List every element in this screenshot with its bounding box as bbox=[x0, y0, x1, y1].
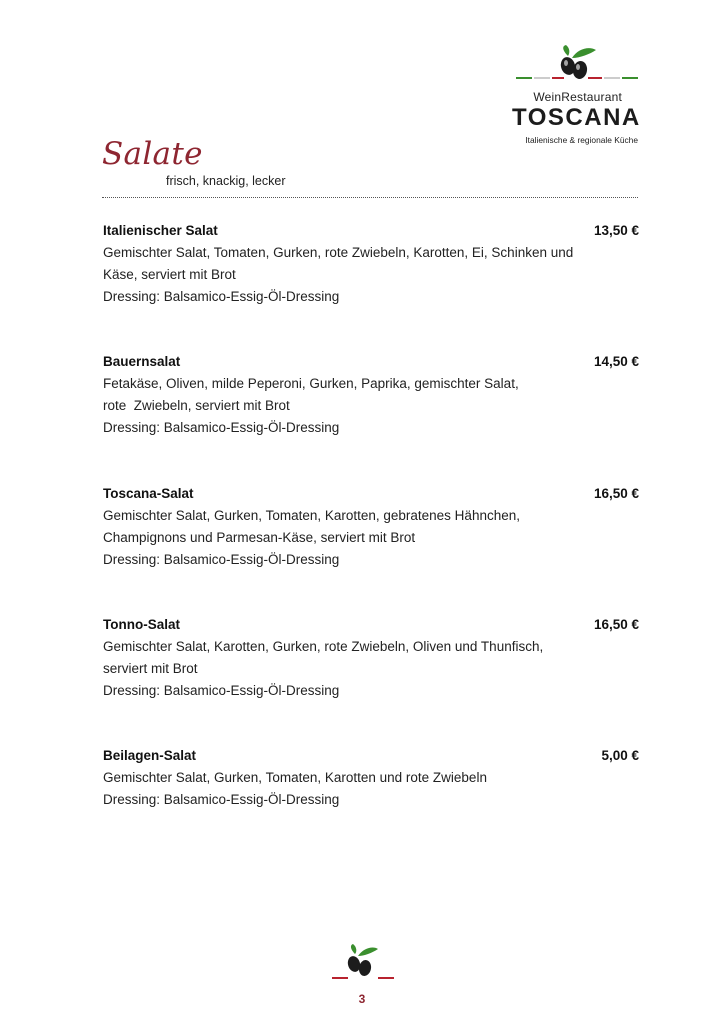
item-description-line: Gemischter Salat, Tomaten, Gurken, rote Zwiebeln, Karotten, Ei, Schinken und bbox=[103, 245, 574, 260]
menu-item bbox=[103, 483, 639, 571]
item-dressing-line: Dressing: Balsamico-Essig-Öl-Dressing bbox=[103, 792, 340, 807]
menu-item bbox=[103, 351, 639, 439]
item-name: Bauernsalat bbox=[103, 354, 181, 369]
item-description-line: Champignons und Parmesan-Käse, serviert mit Brot bbox=[103, 530, 416, 545]
item-price: 16,50 € bbox=[593, 486, 639, 501]
item-name: Toscana-Salat bbox=[103, 486, 194, 501]
restaurant-logo bbox=[512, 44, 642, 154]
dotted-divider bbox=[102, 197, 638, 198]
brand-line1: WeinRestaurant bbox=[533, 90, 622, 104]
item-price: 16,50 € bbox=[593, 617, 639, 632]
item-price: 14,50 € bbox=[593, 354, 639, 369]
section-title: Salate bbox=[102, 136, 203, 172]
menu-item bbox=[103, 614, 639, 702]
item-dressing-line: Dressing: Balsamico-Essig-Öl-Dressing bbox=[103, 289, 340, 304]
item-description-line: rote Zwiebeln, serviert mit Brot bbox=[103, 398, 290, 413]
item-dressing-line: Dressing: Balsamico-Essig-Öl-Dressing bbox=[103, 420, 340, 435]
item-name: Italienischer Salat bbox=[103, 223, 218, 238]
item-description-line: serviert mit Brot bbox=[103, 661, 198, 676]
item-dressing-line: Dressing: Balsamico-Essig-Öl-Dressing bbox=[103, 552, 340, 567]
olive-branch-icon bbox=[512, 44, 642, 86]
item-name: Tonno-Salat bbox=[103, 617, 180, 632]
item-description-line: Gemischter Salat, Karotten, Gurken, rote Zwiebeln, Oliven und Thunfisch, bbox=[103, 639, 544, 654]
item-description-line: Käse, serviert mit Brot bbox=[103, 267, 236, 282]
item-description-line: Gemischter Salat, Gurken, Tomaten, Karotten und rote Zwiebeln bbox=[103, 770, 487, 785]
item-description-line: Gemischter Salat, Gurken, Tomaten, Karotten, gebratenes Hähnchen, bbox=[103, 508, 520, 523]
menu-item bbox=[103, 745, 639, 811]
olive-branch-icon bbox=[332, 944, 394, 984]
page-number: 3 bbox=[358, 992, 366, 1006]
section-subtitle: frisch, knackig, lecker bbox=[166, 174, 286, 188]
brand-tagline: Italienische & regionale Küche bbox=[525, 135, 638, 145]
item-price: 13,50 € bbox=[593, 223, 639, 238]
item-name: Beilagen-Salat bbox=[103, 748, 197, 763]
item-dressing-line: Dressing: Balsamico-Essig-Öl-Dressing bbox=[103, 683, 340, 698]
item-description-line: Fetakäse, Oliven, milde Peperoni, Gurken, Paprika, gemischter Salat, bbox=[103, 376, 519, 391]
brand-name: TOSCANA bbox=[512, 104, 641, 131]
item-price: 5,00 € bbox=[601, 748, 639, 763]
menu-item bbox=[103, 220, 639, 308]
